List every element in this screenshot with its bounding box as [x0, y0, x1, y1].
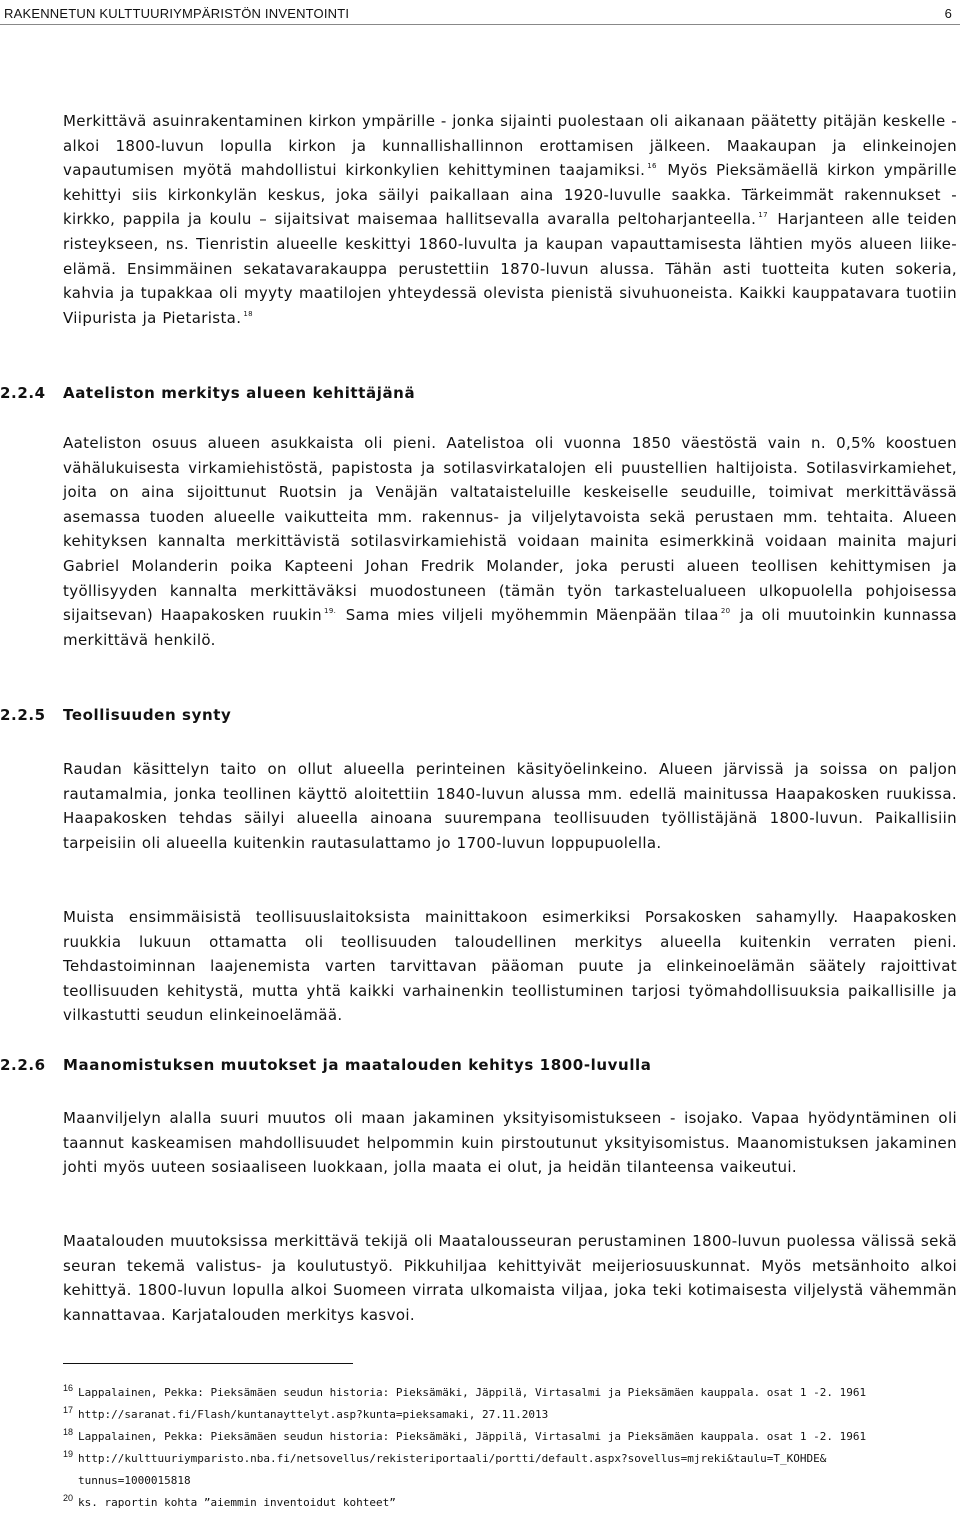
body-paragraph: Maatalouden muutoksissa merkittävä tekijä oli Maatalousseuran perustaminen 1800-luvun puolessa välissä sekä seuran tekemä valistus- ja koulutustyö. Pikkuhiljaa kehittyivät meijeriosuuskunnat. Myös metsänhoito alkoi kehittyä. 1800-luvun lopulla alkoi Suomeen virrata ulkomaista viljaa, joka teki kotimaisesta viljelystä vähemmän kannattavaa. Karjatalouden merkitys kasvoi. [63, 1232, 957, 1324]
paragraph-text: Sama mies viljeli myöhemmin Mäenpään tilaa [345, 606, 719, 625]
intro-paragraph [63, 109, 957, 330]
body-paragraph: Raudan käsittelyn taito on ollut alueella perinteinen käsityöelinkeino. Alueen järvissä ja soissa on paljon rautamalmia, jonka teollinen käyttö aloitettiin 1840-luvun alussa mm. edellä mainitussa Haapakosken ruukissa. Haapakosken tehdas säilyi alueella ainoana suurempana teollisuuden työllistäjänä 1800-luvun. Paikallisiin tarpeisiin oli alueella kuitenkin rautasulattamo jo 1700-luvun loppupuolella. [63, 760, 957, 852]
section-heading-2-2-6 [0, 1056, 652, 1074]
intro-section [63, 109, 957, 330]
footnote-20 [63, 1492, 943, 1514]
body-paragraph: Maanviljelyn alalla suuri muutos oli maan jakaminen yksityisomistukseen - isojako. Vapaa hyödyntäminen oli taannut kaskeamisen mahdollisuudet helpommin kuin pirstoutunut yksityisomistus. Maanomistuksen jakaminen johti myös uuteen sosiaaliseen luokkaan, jolla maata ei olut, ja heidän tilanteensa vaikeutui. [63, 1109, 957, 1177]
footnote-ref-17[interactable]: 17 [758, 211, 768, 220]
section-2-2-6-body-2 [63, 1229, 957, 1327]
footnote-ref-20[interactable]: 20 [720, 607, 731, 616]
footnote-text: Lappalainen, Pekka: Pieksämäen seudun historia: Pieksämäki, Jäppilä, Virtasalmi ja Pieksämäen kauppala. osat 1 -2. 1961 [78, 1386, 867, 1399]
header-rule [0, 24, 960, 25]
footnote-text: Lappalainen, Pekka: Pieksämäen seudun historia: Pieksämäki, Jäppilä, Virtasalmi ja Pieksämäen kauppala. osat 1 -2. 1961 [78, 1430, 867, 1443]
footnote-number: 16 [63, 1383, 74, 1393]
footnote-16 [63, 1382, 943, 1404]
paragraph-text: ja oli muutoinkin kunnassa merkittävä henkilö. [63, 606, 957, 649]
running-title: RAKENNETUN KULTTUURIYMPÄRISTÖN INVENTOINTI [4, 6, 350, 21]
footnote-number: 18 [63, 1427, 74, 1437]
section-number: 2.2.5 [0, 706, 46, 724]
section-number: 2.2.6 [0, 1056, 46, 1074]
intro-sentence-2: Myös Pieksämäellä kirkon ympärille kehittyi siis kirkonkylän keskus, joka säilyi paikallaan aina 1920-luvulle saakka. Tärkeimmät rakennukset - kirkko, pappila ja koulu – sijaitsivat maisemaa hallitsevalla avaralla peltoharjanteella. [63, 161, 957, 229]
footnote-text: ks. raportin kohta ”aiemmin inventoidut kohteet” [78, 1496, 396, 1509]
section-title: Aateliston merkitys alueen kehittäjänä [63, 384, 416, 402]
body-paragraph [63, 431, 957, 652]
intro-sentence-1: Merkittävä asuinrakentaminen kirkon ympärille - jonka sijainti puolestaan oli aikanaan päätetty pitäjän keskelle - alkoi 1800-luvun lopulla kirkon ja kunnallishallinnon erottamisen jälkeen. Maakaupan ja elinkeinojen vapautumisen myötä mahdollistui kirkonkylien kehittyminen taajamiksi. [63, 112, 957, 180]
footnote-number: 20 [63, 1493, 74, 1503]
footnote-ref-18[interactable]: 18 [243, 309, 253, 318]
footnote-link[interactable]: http://kulttuuriymparisto.nba.fi/netsovellus/rekisteriportaali/portti/default.aspx?sovellus=mjreki&taulu=T_KOHDE& tunnus=1000015818 [78, 1452, 827, 1487]
section-heading-2-2-4 [0, 384, 415, 402]
paragraph-text: Aateliston osuus alueen asukkaista oli pieni. Aatelistoa oli vuonna 1850 väestöstä vain n. 0,5% koostuen vähälukuisesta virkamiehistöstä, papistosta ja sotilasvirkatalojen eli puustellien haltijoista. Sotilasvirkamiehet, joita on aina sijoittunut Ruotsin ja Venäjän valtataisteluille keskeiselle seuduille, toimivat merkittävässä asemassa tuoden alueelle vaikutteita mm. rakennus- ja viljelytavoista sekä perustaen mm. tehtaita. Alueen kehityksen kannalta merkittävistä sotilasvirkamiehistä voidaan mainita esimerkkinä voidaan mainita majuri Gabriel Molanderin poika Kapteeni Johan Fredrik Molander, joka perusti alueen teollisen kehittymisen ja työllisyyden kannalta merkittäväksi muodostuneen (tämän työn tarkastelualueen ulkopuolella pohjoisessa sijaitsevan) Haapakosken ruukin [63, 434, 957, 625]
footnote-rule [63, 1363, 353, 1364]
section-2-2-6-body-1 [63, 1106, 957, 1180]
footnote-19 [63, 1448, 943, 1492]
section-2-2-5-body-2 [63, 905, 957, 1028]
page-header [4, 6, 952, 22]
body-paragraph: Muista ensimmäisistä teollisuuslaitoksista mainittakoon esimerkiksi Porsakosken sahamylly. Haapakosken ruukkia lukuun ottamatta oli teollisuuden taloudellinen merkitys alueella kuitenkin verraten pieni. Tehdastoiminnan laajenemista varten tarvittavan pääoman puute ja elinkeinoelämän säätely rajoittivat teollisuuden kehitystä, mutta yhtä kaikki varhainenkin teollistuminen tarjosi työmahdollisuuksia paikallisille ja vilkastutti seudun elinkeinoelämää. [63, 908, 957, 1025]
footnote-link[interactable]: http://saranat.fi/Flash/kuntanayttelyt.asp?kunta=pieksamaki, 27.11.2013 [78, 1408, 549, 1421]
footnotes [63, 1382, 943, 1514]
section-number: 2.2.4 [0, 384, 46, 402]
footnote-17 [63, 1404, 943, 1426]
section-2-2-4-body [63, 431, 957, 652]
section-title: Teollisuuden synty [63, 706, 232, 724]
footnote-ref-16[interactable]: 16 [647, 162, 657, 171]
footnote-number: 17 [63, 1405, 74, 1415]
section-title: Maanomistuksen muutokset ja maatalouden kehitys 1800-luvulla [63, 1056, 652, 1074]
footnote-ref-19[interactable]: 19. [324, 607, 337, 616]
intro-sentence-3: Harjanteen alle teiden risteykseen, ns. Tienristin alueelle keskittyi 1860-luvulta ja kaupan vapauttamisesta lähtien myös alueen liike-elämä. Ensimmäinen sekatavarakauppa perustettiin 1870-luvun alussa. Tähän asti tuotteita kuten sokeria, kahvia ja tupakkaa oli myyty maatilojen yhteydessä olevista pienistä sivuhuoneista. Kaikki kauppatavara tuotiin Viipurista ja Pietarista. [63, 210, 957, 327]
section-heading-2-2-5 [0, 706, 231, 724]
page-number: 6 [944, 6, 952, 21]
footnote-18 [63, 1426, 943, 1448]
footnote-number: 19 [63, 1449, 74, 1459]
section-2-2-5-body-1 [63, 757, 957, 855]
